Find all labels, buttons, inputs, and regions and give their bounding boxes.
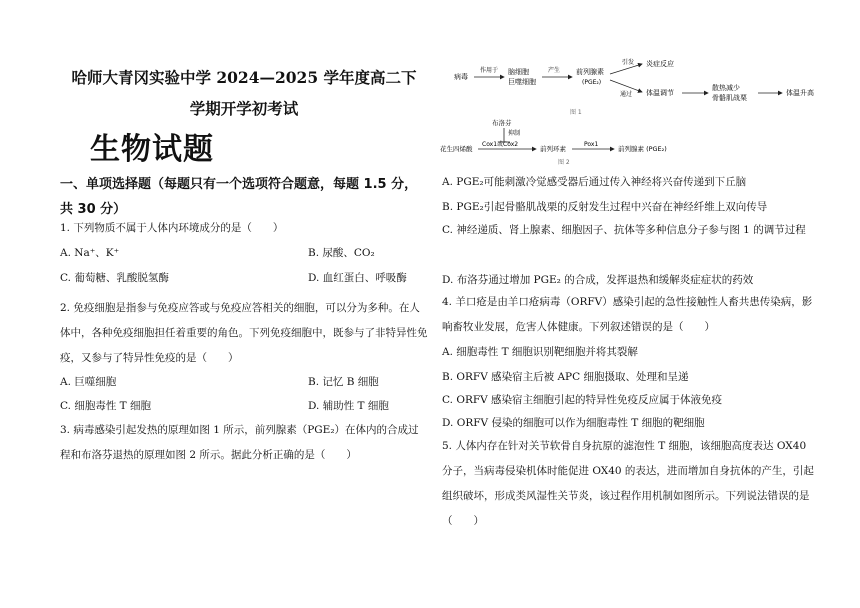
fig2-label-inhibit: 抑制 [508, 130, 521, 137]
fig1-node-pge2: (PGE₂) [582, 79, 602, 86]
fig1-node-shivering: 骨骼肌战栗 [712, 94, 747, 102]
question-1-stem: 1. 下列物质不属于人体内环境成分的是（ ） [60, 222, 284, 234]
fig1-caption: 图 1 [570, 109, 582, 116]
fig1-label-produce: 产生 [548, 67, 561, 74]
fig1-node-prostaglandin: 前列腺素 [576, 68, 604, 76]
fig2-caption: 图 2 [558, 159, 570, 166]
q3-option-d: D. 布洛芬通过增加 PGE₂ 的合成，发挥退热和缓解炎症症状的药效 [442, 274, 754, 286]
q2-option-a: A. 巨噬细胞 [60, 376, 117, 388]
q2-option-d: D. 辅助性 T 细胞 [308, 400, 389, 412]
fig1-label-acts-on: 作用于 [480, 67, 499, 74]
q4-option-b: B. ORFV 感染宿主后被 APC 细胞摄取、处理和呈递 [442, 371, 689, 383]
question-5-stem: 5. 人体内存在针对关节软骨自身抗原的滤泡性 T 细胞，该细胞高度表达 OX40 分子，当病毒侵染机体时能促进 OX40 的表达，进而增加自身抗体的产生，引起组织破坏，形成类风湿性关节炎，该过程作用机制如图所示。下列说法错误的是（ ） [442, 440, 814, 527]
fig2-node-prostacyclin: 前列环素 [540, 145, 566, 153]
question-3-stem: 3. 病毒感染引起发热的原理如图 1 所示，前列腺素（PGE₂）在体内的合成过程和布洛芬退热的原理如图 2 所示。据此分析正确的是（ ） [60, 424, 419, 461]
subject-title: 生物试题 [90, 132, 214, 167]
fig2-label-cox: Cox1或Cox2 [482, 141, 519, 148]
fig1-node-heat-loss-down: 散热减少 [712, 84, 740, 92]
q4-option-c: C. ORFV 感染宿主细胞引起的特异性免疫反应属于体液免疫 [442, 394, 723, 406]
question-2-stem: 2. 免疫细胞是指参与免疫应答或与免疫应答相关的细胞，可以分为多种。在人体中，各种免疫细胞担任着重要的角色。下列免疫细胞中，既参与了非特异性免疫，又参与了特异性免疫的是（ ） [60, 302, 428, 364]
fig2-label-pox1: Pox1 [584, 141, 599, 148]
q1-option-a: A. Na⁺、K⁺ [60, 247, 120, 259]
fig1-node-thermoregulation: 体温调节 [646, 89, 674, 97]
question-4-stem: 4. 羊口疮是由羊口疮病毒（ORFV）感染引起的急性接触性人畜共患传染病，影响畜牧业发展，危害人体健康。下列叙述错误的是（ ） [442, 296, 813, 333]
page-title: 哈师大青冈实验中学 2024—2025 学年度高二下学期开学初考试 [71, 68, 417, 118]
fig2-node-pge2: 前列腺素 (PGE₂) [618, 145, 667, 153]
fig1-node-brain-cell: 脑细胞 [508, 68, 529, 76]
figure-2-diagram [438, 118, 698, 166]
fig1-node-virus: 病毒 [454, 73, 468, 81]
q3-option-c: C. 神经递质、肾上腺素、细胞因子、抗体等多种信息分子参与图 1 的调节过程 [442, 224, 806, 236]
fig2-node-ibuprofen: 布洛芬 [492, 119, 512, 127]
fig2-node-arachidonic-acid: 花生四烯酸 [440, 145, 473, 153]
q3-option-b: B. PGE₂引起骨骼肌战栗的反射发生过程中兴奋在神经纤维上双向传导 [442, 201, 768, 213]
q2-option-c: C. 细胞毒性 T 细胞 [60, 400, 152, 412]
q1-option-b: B. 尿酸、CO₂ [308, 247, 375, 259]
figure-1-diagram [452, 58, 832, 120]
fig1-node-inflammation: 炎症反应 [646, 60, 674, 68]
fig1-node-macrophage: 巨噬细胞 [508, 78, 536, 86]
q2-option-b: B. 记忆 B 细胞 [308, 376, 379, 388]
q4-option-a: A. 细胞毒性 T 细胞识别靶细胞并将其裂解 [442, 346, 638, 358]
q3-option-a: A. PGE₂可能刺激冷觉感受器后通过传入神经将兴奋传递到下丘脑 [442, 176, 747, 188]
fig1-label-via: 通过 [620, 91, 633, 98]
section-heading: 一、单项选择题（每题只有一个选项符合题意，每题 1.5 分，共 30 分） [60, 177, 418, 217]
q4-option-d: D. ORFV 侵染的细胞可以作为细胞毒性 T 细胞的靶细胞 [442, 417, 705, 429]
fig1-label-trigger: 引发 [622, 59, 635, 66]
q1-option-d: D. 血红蛋白、呼吸酶 [308, 272, 407, 284]
q1-option-c: C. 葡萄糖、乳酸脱氢酶 [60, 272, 169, 284]
fig1-node-temp-rise: 体温升高 [786, 89, 814, 97]
